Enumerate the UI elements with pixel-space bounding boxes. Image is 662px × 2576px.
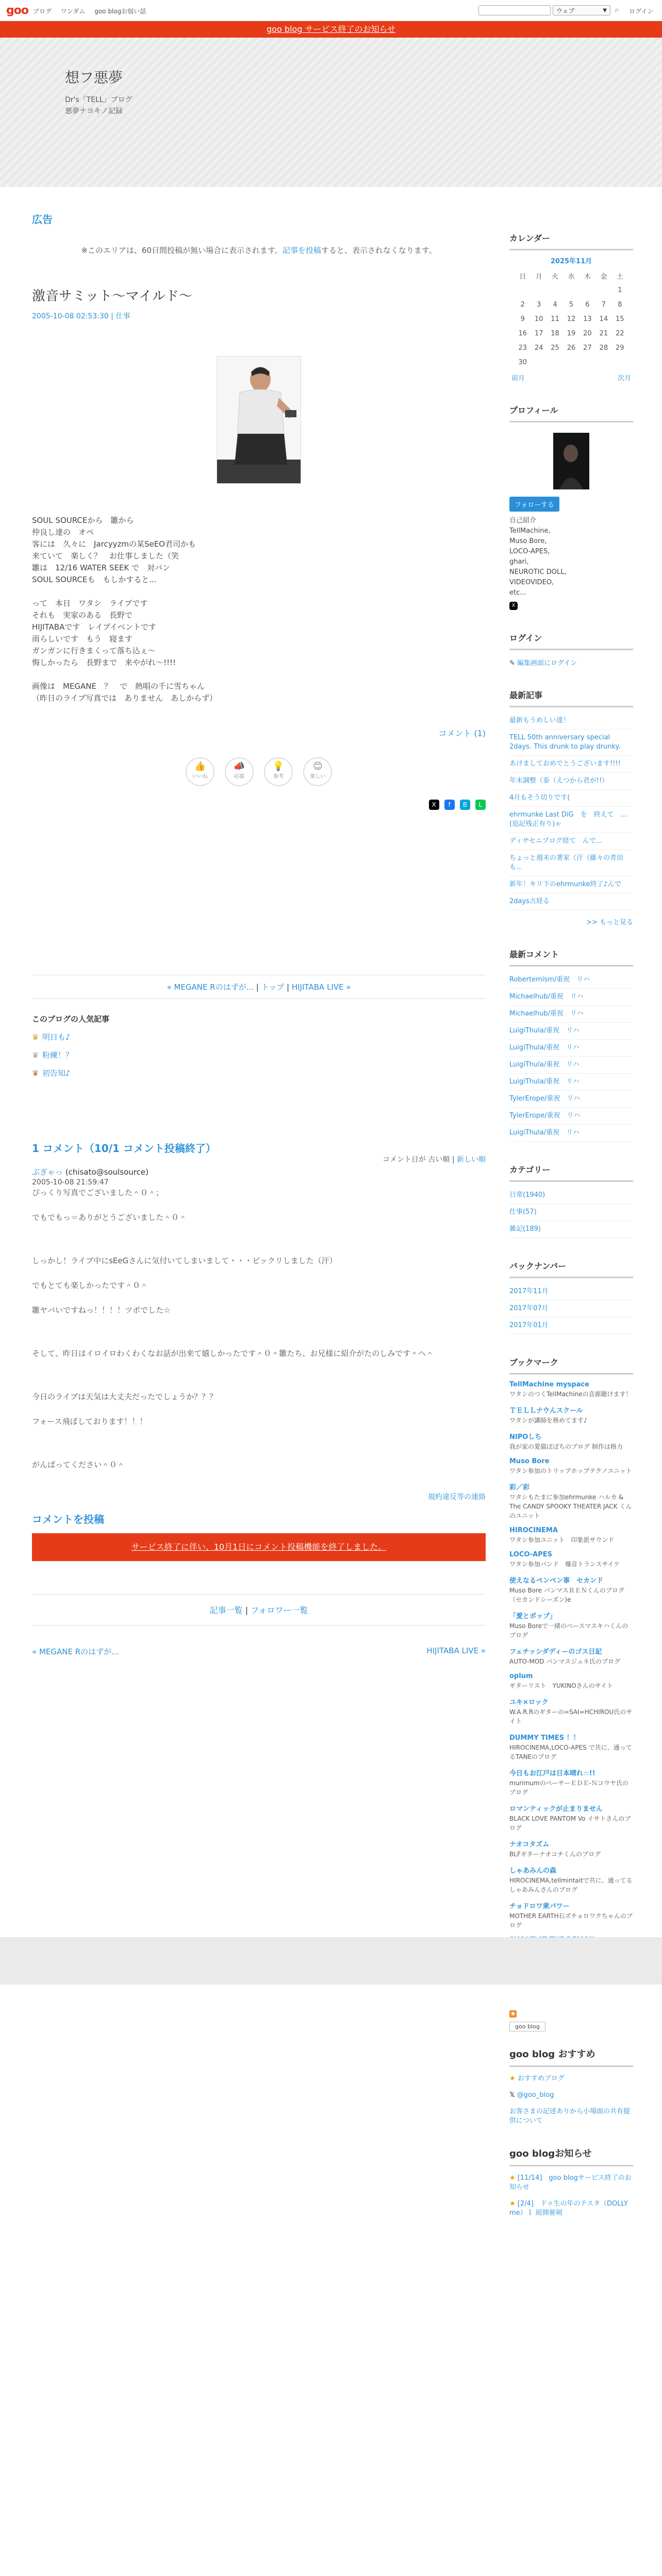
rss-row <box>509 2009 633 2018</box>
calendar-week <box>515 297 628 312</box>
bookmark-title[interactable]: チョドロワ衆パワー <box>509 1903 570 1910</box>
bottom-prev-next <box>32 1646 486 1656</box>
person-photo-icon <box>217 357 301 483</box>
recent-item[interactable]: 最新もうめしい達！ <box>509 713 633 730</box>
prevnext-sep-1: | <box>256 982 259 992</box>
calendar-day <box>563 283 579 297</box>
smile-icon: 😊 <box>312 761 323 772</box>
calendar-weekday: 月 <box>535 273 542 281</box>
search-input[interactable] <box>478 5 551 15</box>
bottom-next-link[interactable]: HIJITABA LIVE » <box>426 1646 486 1655</box>
recent-heading: 最新記事 <box>509 689 633 707</box>
popular-item <box>32 1067 486 1078</box>
calendar-day <box>595 355 611 369</box>
reaction-useful[interactable] <box>264 757 293 786</box>
comment-text-1: びっくり写真でございました＾０＾； でもでもっ＝ありがとうございました＾０＾ <box>32 1188 187 1222</box>
article-body-3: 画像は MEGANE ？ で 熱唱の千に雪ちゃん （昨日のライブ写真では ありません あしからず） <box>32 682 218 703</box>
prev-article-link[interactable]: « MEGANE Rのはずが... <box>167 982 254 992</box>
calendar-day <box>547 355 563 369</box>
article-title: 激音サミット〜マイルド〜 <box>32 289 192 304</box>
crown-bronze-icon: ♛ <box>32 1069 39 1078</box>
x-icon[interactable]: X <box>509 602 518 610</box>
latest-comment-item[interactable]: Michaelhub/重祝 リハ <box>509 989 633 1006</box>
recent-item[interactable]: 年末調整（泰（えつから君が!!） <box>509 773 633 790</box>
blog-title[interactable]: 想フ悪夢 <box>65 69 123 86</box>
bookmark-desc: ワタシ参加のトリップホップテクノユニット <box>509 1467 632 1475</box>
comment-date: 2005-10-08 21:59:47 <box>32 1178 109 1187</box>
star-icon: ★ <box>509 2075 516 2082</box>
sort-sep: | <box>452 1156 455 1164</box>
recent-item[interactable]: 2days古経る <box>509 893 633 910</box>
bookmark-desc: ワタシが講師を務めてます♪ <box>509 1417 588 1424</box>
category-item[interactable]: 雑記(189) <box>509 1221 633 1238</box>
backnumber-list <box>509 1283 633 1334</box>
comment-sort-label: コメント日が <box>382 1156 426 1164</box>
bullet-icon: ★ <box>509 2174 516 2182</box>
bookmark-title[interactable]: oplum <box>509 1672 533 1680</box>
calendar-day <box>531 355 547 369</box>
calendar-day: 8 <box>618 300 622 309</box>
bottom-sep: | <box>245 1605 249 1615</box>
calendar-prev-link[interactable]: 前月 <box>511 375 525 382</box>
backnumber-item[interactable]: 2017年07月 <box>509 1300 633 1317</box>
login-link[interactable]: ログイン <box>629 8 654 15</box>
ad-note-pre: ※このエリアは、60日間投稿が無い場合に表示されます。 <box>81 246 283 255</box>
bottom-prev-link[interactable]: « MEGANE Rのはずが... <box>32 1647 119 1656</box>
calendar-day: 6 <box>585 300 590 309</box>
osusume-link-1[interactable]: おすすめブログ <box>517 2075 565 2082</box>
bookmark-title[interactable]: LOCO-APES <box>509 1551 552 1558</box>
facebook-share-icon[interactable]: f <box>444 800 455 810</box>
article-body-2: って 本日 ワタシ ライブです それも 実家のある 長野で HIJITABAです レイブイベントです 雨らしいです もう 寝ます ガンガンに行きまくって落ち込ぇ〜 悔しかったら 長野まで 来やがれ〜!!!! <box>32 599 176 667</box>
bookmark-desc: murimumのベーサーＥＤＥ-Ｎコウヤ氏のブログ <box>509 1780 628 1796</box>
osusume-item <box>509 2091 633 2100</box>
article-date: 2005-10-08 02:53:30 <box>32 312 109 320</box>
calendar-next-link[interactable]: 次月 <box>617 375 631 382</box>
calendar-day: 16 <box>518 329 527 337</box>
next-article-link[interactable]: HIJITABA LIVE » <box>291 982 351 992</box>
calendar-day: 20 <box>583 329 592 337</box>
calendar-day: 25 <box>551 344 559 352</box>
comment-sort <box>32 1154 486 1164</box>
recent-item[interactable]: ディサセニブログ経て んで... <box>509 833 633 850</box>
reaction-buttons <box>32 757 486 786</box>
popular-heading: このブログの人気記事 <box>32 1014 110 1024</box>
calendar-day: 2 <box>520 300 525 309</box>
recent-item[interactable]: 4月もそう切りです( <box>509 790 633 807</box>
popular-item <box>32 1049 486 1060</box>
article-meta <box>32 311 486 321</box>
blog-description: Dr's「TELL」ブログ 悪夢ナヨキノ記録 <box>65 96 133 115</box>
login-item <box>509 657 633 667</box>
reaction-fun-label: 楽しい <box>310 774 326 779</box>
bookmark-title[interactable]: Muso Bore <box>509 1458 550 1465</box>
latest-comment-item[interactable]: Michaelhub/重祝 リハ <box>509 1006 633 1023</box>
comment-text-4: 今日のライブは天気は大丈夫だったでしょうか？？？ フォース飛ばしております！！！ <box>32 1392 218 1426</box>
bookmark-title[interactable]: TellMachine myspace <box>509 1381 589 1388</box>
ad-note <box>32 245 486 256</box>
reaction-fun[interactable] <box>303 757 332 786</box>
hatena-share-icon[interactable]: B <box>460 800 470 810</box>
reaction-like[interactable] <box>186 757 214 786</box>
sidebar <box>509 232 633 1954</box>
bookmark-title[interactable]: DUMMY TIMES ！！ <box>509 1734 580 1742</box>
thumbs-up-icon: 👍 <box>194 761 206 772</box>
osusume-link-3[interactable]: お客さまの記述ありから小場面の共有提供について <box>509 2108 631 2125</box>
article-meta-sep: | <box>111 312 113 320</box>
popular-link-3[interactable]: 初告知♪ <box>42 1069 71 1078</box>
ad-post-link[interactable]: 記事を投稿 <box>282 246 321 255</box>
follow-button[interactable]: フォローする <box>509 497 559 512</box>
x-share-icon[interactable]: X <box>429 800 439 810</box>
search-scope-select[interactable] <box>553 5 610 15</box>
calendar-nav <box>509 372 633 382</box>
recent-item[interactable]: TELL 50th anniversary special 2days. This drunk to play drunky. <box>509 730 633 756</box>
oshirase-item <box>509 2174 633 2192</box>
main-column <box>32 211 486 1656</box>
bookmark-desc: MOTHER EARTH石ズチョロワクちゃんのブログ <box>509 1912 633 1929</box>
recent-item[interactable]: ehrmunke Last DiG を 終えて ...(追記残正有り)ゃ <box>509 807 633 833</box>
calendar-day: 17 <box>534 329 543 337</box>
bookmark-title[interactable]: 今日もお江戸は日本晴れ☆!! <box>509 1770 595 1777</box>
ad-heading: 広告 <box>32 213 53 226</box>
comment-closed-link[interactable]: サービス終了に伴い、10月1日にコメント投稿機能を終了しました。 <box>131 1542 387 1552</box>
calendar-day: 3 <box>536 300 541 309</box>
article-prev-next <box>32 975 486 999</box>
calendar-day: 7 <box>601 300 606 309</box>
bookmark-desc: W.A.R.Rのギターの=SAI=HCHIROU氏のサイト <box>509 1708 633 1725</box>
latest-comments-heading: 最新コメント <box>509 948 633 967</box>
article-body-1: SOUL SOURCEから 雛から 仲良し達の オペ 客には 久々に Jarcyyzmの某SeEO君司かも 来ていて 楽しく？ お仕事しました（笑 雛は 12/16 WATER SEEK で 対バン SOUL SOURCEも もしかすると... <box>32 516 196 584</box>
editor-login-link[interactable]: 編集画面にログイン <box>517 659 577 667</box>
latest-comment-item[interactable]: LuigiThula/重祝 リハ <box>509 1074 633 1091</box>
calendar-week <box>515 283 628 297</box>
calendar-day: 18 <box>551 329 559 337</box>
bookmark-desc: HIROCINEMA,tellmintaitで共に、通ってるしゃあみんさんのブログ <box>509 1877 633 1893</box>
x-small-icon: 𝕏 <box>509 2091 515 2099</box>
service-end-banner <box>0 21 662 38</box>
calendar-week <box>515 355 628 369</box>
search-scope-label: ウェブ <box>556 7 575 14</box>
service-end-link[interactable]: goo blog サービス終了のお知らせ <box>267 24 395 34</box>
calendar-day: 15 <box>615 315 624 323</box>
nav-wandam[interactable]: ワンダム <box>60 8 86 15</box>
recent-item[interactable]: ちょっと週末の著家（汗（藤々の青田も... <box>509 850 633 876</box>
recent-item[interactable]: 新年！キリ下のehrmunke終了♪んで <box>509 876 633 893</box>
calendar-day <box>547 283 563 297</box>
bookmark-desc: ワタシ参加バンド 爆音トランスサイケ <box>509 1561 620 1568</box>
latest-comment-item[interactable]: Robertemism/重祝 リハ <box>509 972 633 989</box>
comment-count-link[interactable]: コメント (1) <box>438 728 486 738</box>
calendar-day: 14 <box>599 315 608 323</box>
comments-heading: 1 コメント（10/1 コメント投稿終了） <box>32 1142 216 1155</box>
latest-comment-item[interactable]: LuigiThula/重祝 リハ <box>509 1057 633 1074</box>
comment-text-5: がんばってください＾０＾ <box>32 1460 125 1469</box>
bookmark-desc: Muso Boreで一緒のベースマスキハくんのブログ <box>509 1622 628 1639</box>
bookmark-title[interactable]: ＴＥＬＬナウんスクール <box>509 1407 583 1415</box>
bookmark-title[interactable]: ロマンティックが止まりません <box>509 1805 603 1813</box>
calendar-day: 30 <box>518 358 527 366</box>
profile-text: 自己紹介 TellMachine, Muso Bore, LOCO-APES, ghari, NEUROTIC DOLL, VIDEOVIDEO, etc... <box>509 517 567 597</box>
calendar-day <box>580 355 595 369</box>
x-profile-row <box>509 601 633 610</box>
sort-old-link[interactable]: 古い順 <box>428 1156 450 1164</box>
calendar-week <box>515 341 628 355</box>
bookmark-desc: BLFギターナオコチくんのブログ <box>509 1851 601 1858</box>
oshirase-heading: goo blogお知らせ <box>509 2146 633 2166</box>
calendar-day <box>612 355 628 369</box>
bookmark-title[interactable]: NIPOしち <box>509 1433 542 1441</box>
categories-list <box>509 1187 633 1238</box>
calendar-month: 2025年11月 <box>550 258 592 265</box>
bookmark-title[interactable]: しゃあみんの森 <box>509 1867 557 1875</box>
comment-author-line <box>32 1166 486 1177</box>
blog-header <box>0 38 662 187</box>
calendar-day: 23 <box>518 344 527 352</box>
lightbulb-icon: 💡 <box>272 761 285 772</box>
post-comment-heading: コメントを投稿 <box>32 1513 104 1526</box>
oshirase-link-2[interactable]: [2/4] ドゥ生の年のテスタ（DOLLY me）ｌ 組開催剣 <box>509 2200 628 2217</box>
crown-silver-icon: ♛ <box>32 1050 39 1060</box>
calendar-day: 11 <box>551 315 559 323</box>
bookmark-desc: ワタシ参加ユニット 印象派サウンド <box>509 1536 615 1544</box>
calendar-week <box>515 326 628 341</box>
calendar-weekday: 土 <box>616 273 623 281</box>
osusume-link-2[interactable]: @goo_blog <box>517 2091 554 2099</box>
bookmark-desc: BLACK LOVE PANTOM Vo イサトさんのブログ <box>509 1815 631 1832</box>
latest-comment-item[interactable]: LuigiThula/重祝 リハ <box>509 1125 633 1142</box>
calendar-day <box>580 283 595 297</box>
bookmark-desc: 我が家の愛猫ぼぼちのブログ 制作は格力 <box>509 1443 623 1450</box>
chevron-down-icon: ▼ <box>603 8 607 13</box>
popular-item <box>32 1031 486 1042</box>
bookmark-title[interactable]: 使えなるペンペン事 セカンド <box>509 1577 604 1585</box>
footer-band <box>0 1937 662 1985</box>
popular-link-2[interactable]: 粉練！？ <box>42 1050 74 1060</box>
calendar-day: 22 <box>615 329 624 337</box>
top-bar <box>0 0 662 21</box>
crown-gold-icon: ♛ <box>32 1032 39 1042</box>
comment-author[interactable]: ぶぎゃっ <box>32 1167 63 1177</box>
oshirase-item <box>509 2199 633 2218</box>
bottom-links <box>32 1594 486 1625</box>
calendar-day: 28 <box>599 344 608 352</box>
calendar-weekday: 火 <box>552 273 559 281</box>
bookmarks-list <box>509 1381 633 1954</box>
goo-logo[interactable]: goo <box>6 4 28 17</box>
reaction-useful-label: 参考 <box>273 774 284 779</box>
search-icon[interactable]: ⌕ <box>615 5 619 14</box>
backnumber-heading: バックナンバー <box>509 1260 633 1278</box>
recent-item[interactable]: あけましておめでとうございます!!!! <box>509 756 633 773</box>
bookmark-title[interactable]: ナオコタズム <box>509 1841 550 1849</box>
pencil-icon: ✎ <box>509 659 515 667</box>
bookmark-desc: Muso Bore パンマスＲＥＮくんのブログ（セカンドシーズン)e <box>509 1587 624 1603</box>
bookmark-desc: HIROCINEMA,LOCO-APES で共に、通ってるTANEのブログ <box>509 1744 632 1760</box>
calendar-table <box>515 268 628 369</box>
goo-blog-badge[interactable]: goo blog <box>509 2022 545 2031</box>
calendar-day: 24 <box>534 344 543 352</box>
calendar-day: 9 <box>520 315 525 323</box>
calendar-weekday: 水 <box>568 273 575 281</box>
prevnext-sep-2: | <box>286 982 290 992</box>
calendar-weekday: 金 <box>600 273 607 281</box>
bookmark-desc: ワタシもたまに参加ehrmunke ハルカ & The CANDY SPOOKY THEATER JACK くんのユニット <box>509 1494 632 1519</box>
follower-list-link[interactable]: フォロワー一覧 <box>251 1605 308 1615</box>
bookmark-title[interactable]: 彩／彩 <box>509 1484 530 1492</box>
comment-text-2: しっかし！ライブ中にsEeGさんに気付いてしまいまして・・・ビックリしました（汗） でもとても楽しかったです＾０＾ 雛ヤバいですねっ！！！！ツボでした☆ <box>32 1256 337 1315</box>
osusume-item <box>509 2107 633 2126</box>
calendar-day: 29 <box>615 344 624 352</box>
calendar-day <box>563 355 579 369</box>
osusume-heading: goo blog おすすめ <box>509 2047 633 2067</box>
bookmarks-heading: ブックマーク <box>509 1356 633 1375</box>
bookmark-desc: ギターリスト YUKINOさんのサイト <box>509 1682 613 1689</box>
calendar-weekday: 日 <box>519 273 526 281</box>
popular-link-1[interactable]: 明日も♪ <box>42 1032 71 1042</box>
calendar-week <box>515 312 628 326</box>
calendar-weekday-row <box>515 268 628 283</box>
calendar-weekday: 木 <box>584 273 591 281</box>
sort-new-link[interactable]: 新しい順 <box>457 1156 486 1164</box>
bookmark-title[interactable]: HIROCINEMA <box>509 1527 558 1534</box>
bookmark-title[interactable]: 「愛とポップ」 <box>509 1613 557 1620</box>
calendar-day: 1 <box>618 286 622 294</box>
latest-comment-item[interactable]: TylerErope/重祝 リハ <box>509 1091 633 1108</box>
top-nav <box>33 7 153 15</box>
profile-photo-icon <box>553 433 589 489</box>
backnumber-item[interactable]: 2017年01月 <box>509 1317 633 1334</box>
article-category[interactable]: 仕事 <box>115 312 130 320</box>
osusume-item <box>509 2074 633 2083</box>
calendar-day: 4 <box>553 300 557 309</box>
report-row <box>32 1492 486 1502</box>
calendar-day: 12 <box>567 315 576 323</box>
comment-text-3: そして、昨日はイロイロわくわくなお話が出来て嬉しかったです＾０＾雛たち、お兄様に紹介がたのしみです＾ヘ＾ <box>32 1349 434 1358</box>
comment-closed-banner <box>32 1533 486 1561</box>
oshirase-link-1[interactable]: [11/14] goo blogサービス終了のお知らせ <box>509 2174 632 2191</box>
ad-note-post: すると、表示されなくなります。 <box>321 246 437 255</box>
sidebar-lower <box>509 1989 633 2218</box>
share-buttons <box>32 800 486 810</box>
category-item[interactable]: 日常(1940) <box>509 1187 633 1204</box>
backnumber-item[interactable]: 2017年11月 <box>509 1283 633 1300</box>
latest-comments-list <box>509 972 633 1142</box>
calendar-day <box>515 283 531 297</box>
calendar-day <box>595 283 611 297</box>
login-heading: ログイン <box>509 632 633 650</box>
article-list-link[interactable]: 記事一覧 <box>209 1605 243 1615</box>
calendar-day: 21 <box>599 329 608 337</box>
avatar[interactable] <box>553 433 589 489</box>
calendar-day: 27 <box>583 344 592 352</box>
rss-icon[interactable]: ◉ <box>509 2010 517 2018</box>
recent-list <box>509 713 633 910</box>
recent-more-link[interactable]: >> もっと見る <box>586 919 633 926</box>
top-link[interactable]: トップ <box>261 982 285 992</box>
bookmark-title[interactable]: ユキ×ロック <box>509 1699 549 1706</box>
latest-comment-item[interactable]: LuigiThula/重祝 リハ <box>509 1040 633 1057</box>
bookmark-desc: AUTO-MOD パンマスジュネ氏のブログ <box>509 1658 621 1665</box>
reaction-like-label: いいね <box>192 774 208 779</box>
calendar-day: 26 <box>567 344 576 352</box>
calendar-day: 5 <box>569 300 574 309</box>
nav-help[interactable]: goo blogお悩い話 <box>94 8 146 15</box>
bullet-icon: ★ <box>509 2200 516 2208</box>
categories-heading: カテゴリー <box>509 1163 633 1182</box>
report-link[interactable]: 規約違反等の連絡 <box>428 1493 486 1501</box>
article-photo[interactable] <box>217 356 301 484</box>
calendar-day: 13 <box>583 315 592 323</box>
megaphone-icon: 📣 <box>233 761 245 772</box>
profile-heading: プロフィール <box>509 404 633 422</box>
category-item[interactable]: 仕事(57) <box>509 1204 633 1221</box>
latest-comment-item[interactable]: TylerErope/重祝 リハ <box>509 1108 633 1125</box>
comment-author-meta: (chisato@soulsource) <box>65 1167 148 1177</box>
bookmark-title[interactable]: フェチッシダディーのゴス日記 <box>509 1648 602 1656</box>
bookmark-desc: ワタシのつくTellMachineの音源聴けます！ <box>509 1391 632 1398</box>
calendar-day <box>531 283 547 297</box>
calendar-day: 10 <box>534 315 543 323</box>
nav-blog[interactable]: ブログ <box>33 8 52 15</box>
reaction-cheer-label: 応援 <box>234 774 244 779</box>
line-share-icon[interactable]: L <box>475 800 486 810</box>
reaction-cheer[interactable] <box>225 757 254 786</box>
calendar-heading: カレンダー <box>509 232 633 250</box>
latest-comment-item[interactable]: LuigiThula/重祝 リハ <box>509 1023 633 1040</box>
calendar-day: 19 <box>567 329 576 337</box>
